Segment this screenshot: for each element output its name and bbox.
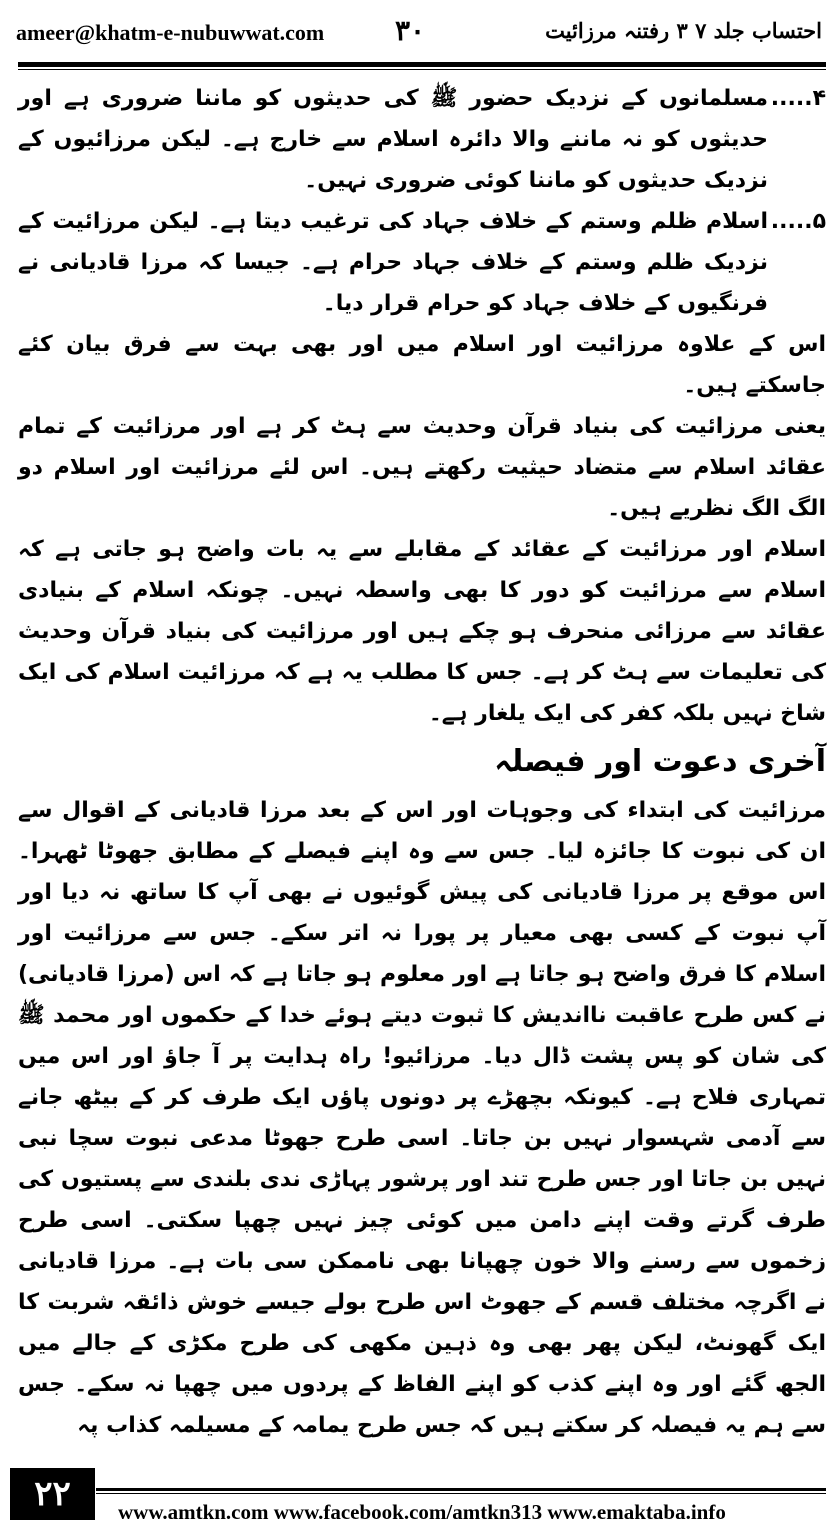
numbered-item-5: [18, 201, 826, 324]
paragraph: یعنی مرزائیت کی بنیاد قرآن وحدیث سے ہٹ کر ہے اور مرزائیت کے تمام عقائد اسلام سے متضاد حیثیت رکھتے ہیں۔ اس لئے مرزائیت اور اسلام دو الگ الگ نظریے ہیں۔: [18, 414, 826, 521]
header-email: ameer@khatm-e-nubuwwat.com: [16, 20, 325, 45]
section-heading: آخری دعوت اور فیصلہ: [494, 744, 826, 779]
item-number: ۴.....: [770, 86, 826, 111]
page-body: [18, 78, 826, 1458]
page-header: [0, 0, 840, 68]
footer-rule-thin: [96, 1493, 826, 1494]
footer-page-badge: ۲۲: [10, 1468, 95, 1520]
page-number: ۳۰: [395, 14, 426, 47]
paragraph: اس کے علاوہ مرزائیت اور اسلام میں اور بھی بہت سے فرق بیان کئے جاسکتے ہیں۔: [18, 332, 826, 398]
header-rule-thick: [18, 62, 826, 67]
header-rule-thin: [18, 69, 826, 70]
running-head: احتساب جلد ۷ ۳ رفتنہ مرزائیت: [545, 18, 822, 43]
item-number: ۵.....: [770, 209, 826, 234]
item-text: اسلام ظلم وستم کے خلاف جہاد کی ترغیب دیتا ہے۔ لیکن مرزائیت کے نزدیک ظلم وستم کے خلاف جہاد حرام ہے۔ جیسا کہ مرزا قادیانی نے فرنگیوں کے خلاف جہاد کو حرام قرار دیا۔: [18, 209, 768, 316]
footer-rule: [96, 1488, 826, 1491]
paragraph: اسلام اور مرزائیت کے عقائد کے مقابلے سے یہ بات واضح ہو جاتی ہے کہ اسلام سے مرزائیت کو دور کا بھی واسطہ نہیں۔ چونکہ اسلام کے بنیادی عقائد سے مرزائی منحرف ہو چکے ہیں اور مرزائیت کی بنیاد قرآن وحدیث کی تعلیمات سے ہٹ کر ہے۔ جس کا مطلب یہ ہے کہ مرزائیت اسلام کی ایک شاخ نہیں بلکہ کفر کی ایک یلغار ہے۔: [18, 537, 826, 726]
numbered-item-4: [18, 78, 826, 201]
item-text: مسلمانوں کے نزدیک حضور ﷺ کی حدیثوں کو ماننا ضروری ہے اور حدیثوں کو نہ ماننے والا دائرہ اسلام سے خارج ہے۔ لیکن مرزائیوں کے نزدیک حدیثوں کو ماننا کوئی ضروری نہیں۔: [18, 86, 768, 193]
footer-links: www.amtkn.com www.facebook.com/amtkn313 www.emaktaba.info: [118, 1500, 726, 1524]
paragraph: مرزائیت کی ابتداء کی وجوہات اور اس کے بعد مرزا قادیانی کے اقوال سے ان کی نبوت کا جائزہ لیا۔ جس سے وہ اپنے فیصلے کے مطابق جھوٹا ٹھہرا۔ اس موقع پر مرزا قادیانی کی پیش گوئیوں نے بھی آپ کا ساتھ نہ دیا اور آپ نبوت کے کسی بھی معیار پر پورا نہ اتر سکے۔ جس سے مرزائیت اور اسلام کا فرق واضح ہو جاتا ہے اور معلوم ہو جاتا ہے کہ اس (مرزا قادیانی) نے کس طرح عاقبت نااندیش کا ثبوت دیتے ہوئے خدا کے حکموں اور محمد ﷺ کی شان کو پس پشت ڈال دیا۔ مرزائیو! راہ ہدایت پر آ جاؤ اور اس میں تمہاری فلاح ہے۔ کیونکہ بچھڑے پر دونوں پاؤں ایک طرف کر کے بیٹھ جانے سے آدمی شہسوار نہیں بن جاتا۔ اسی طرح جھوٹا مدعی نبوت سچا نبی نہیں بن جاتا اور جس طرح تند اور پرشور پہاڑی ندی بلندی سے پستیوں کی طرف گرتے وقت اپنے دامن میں کوئی چیز نہیں چھپا سکتی۔ اسی طرح زخموں سے رسنے والا خون چھپانا بھی ناممکن سی بات ہے۔ مرزا قادیانی نے اگرچہ مختلف قسم کے جھوٹ اس طرح بولے جیسے خوش ذائقہ شربت کا ایک گھونٹ، لیکن پھر بھی وہ ذہین مکھی کی طرح مکڑی کے جالے میں الجھ گئے اور وہ اپنے کذب کو اپنے الفاظ کے پردوں میں چھپا نہ سکے۔ جس سے ہم یہ فیصلہ کر سکتے ہیں کہ جس طرح یمامہ کے مسیلمہ کذاب پہ: [18, 798, 826, 1438]
